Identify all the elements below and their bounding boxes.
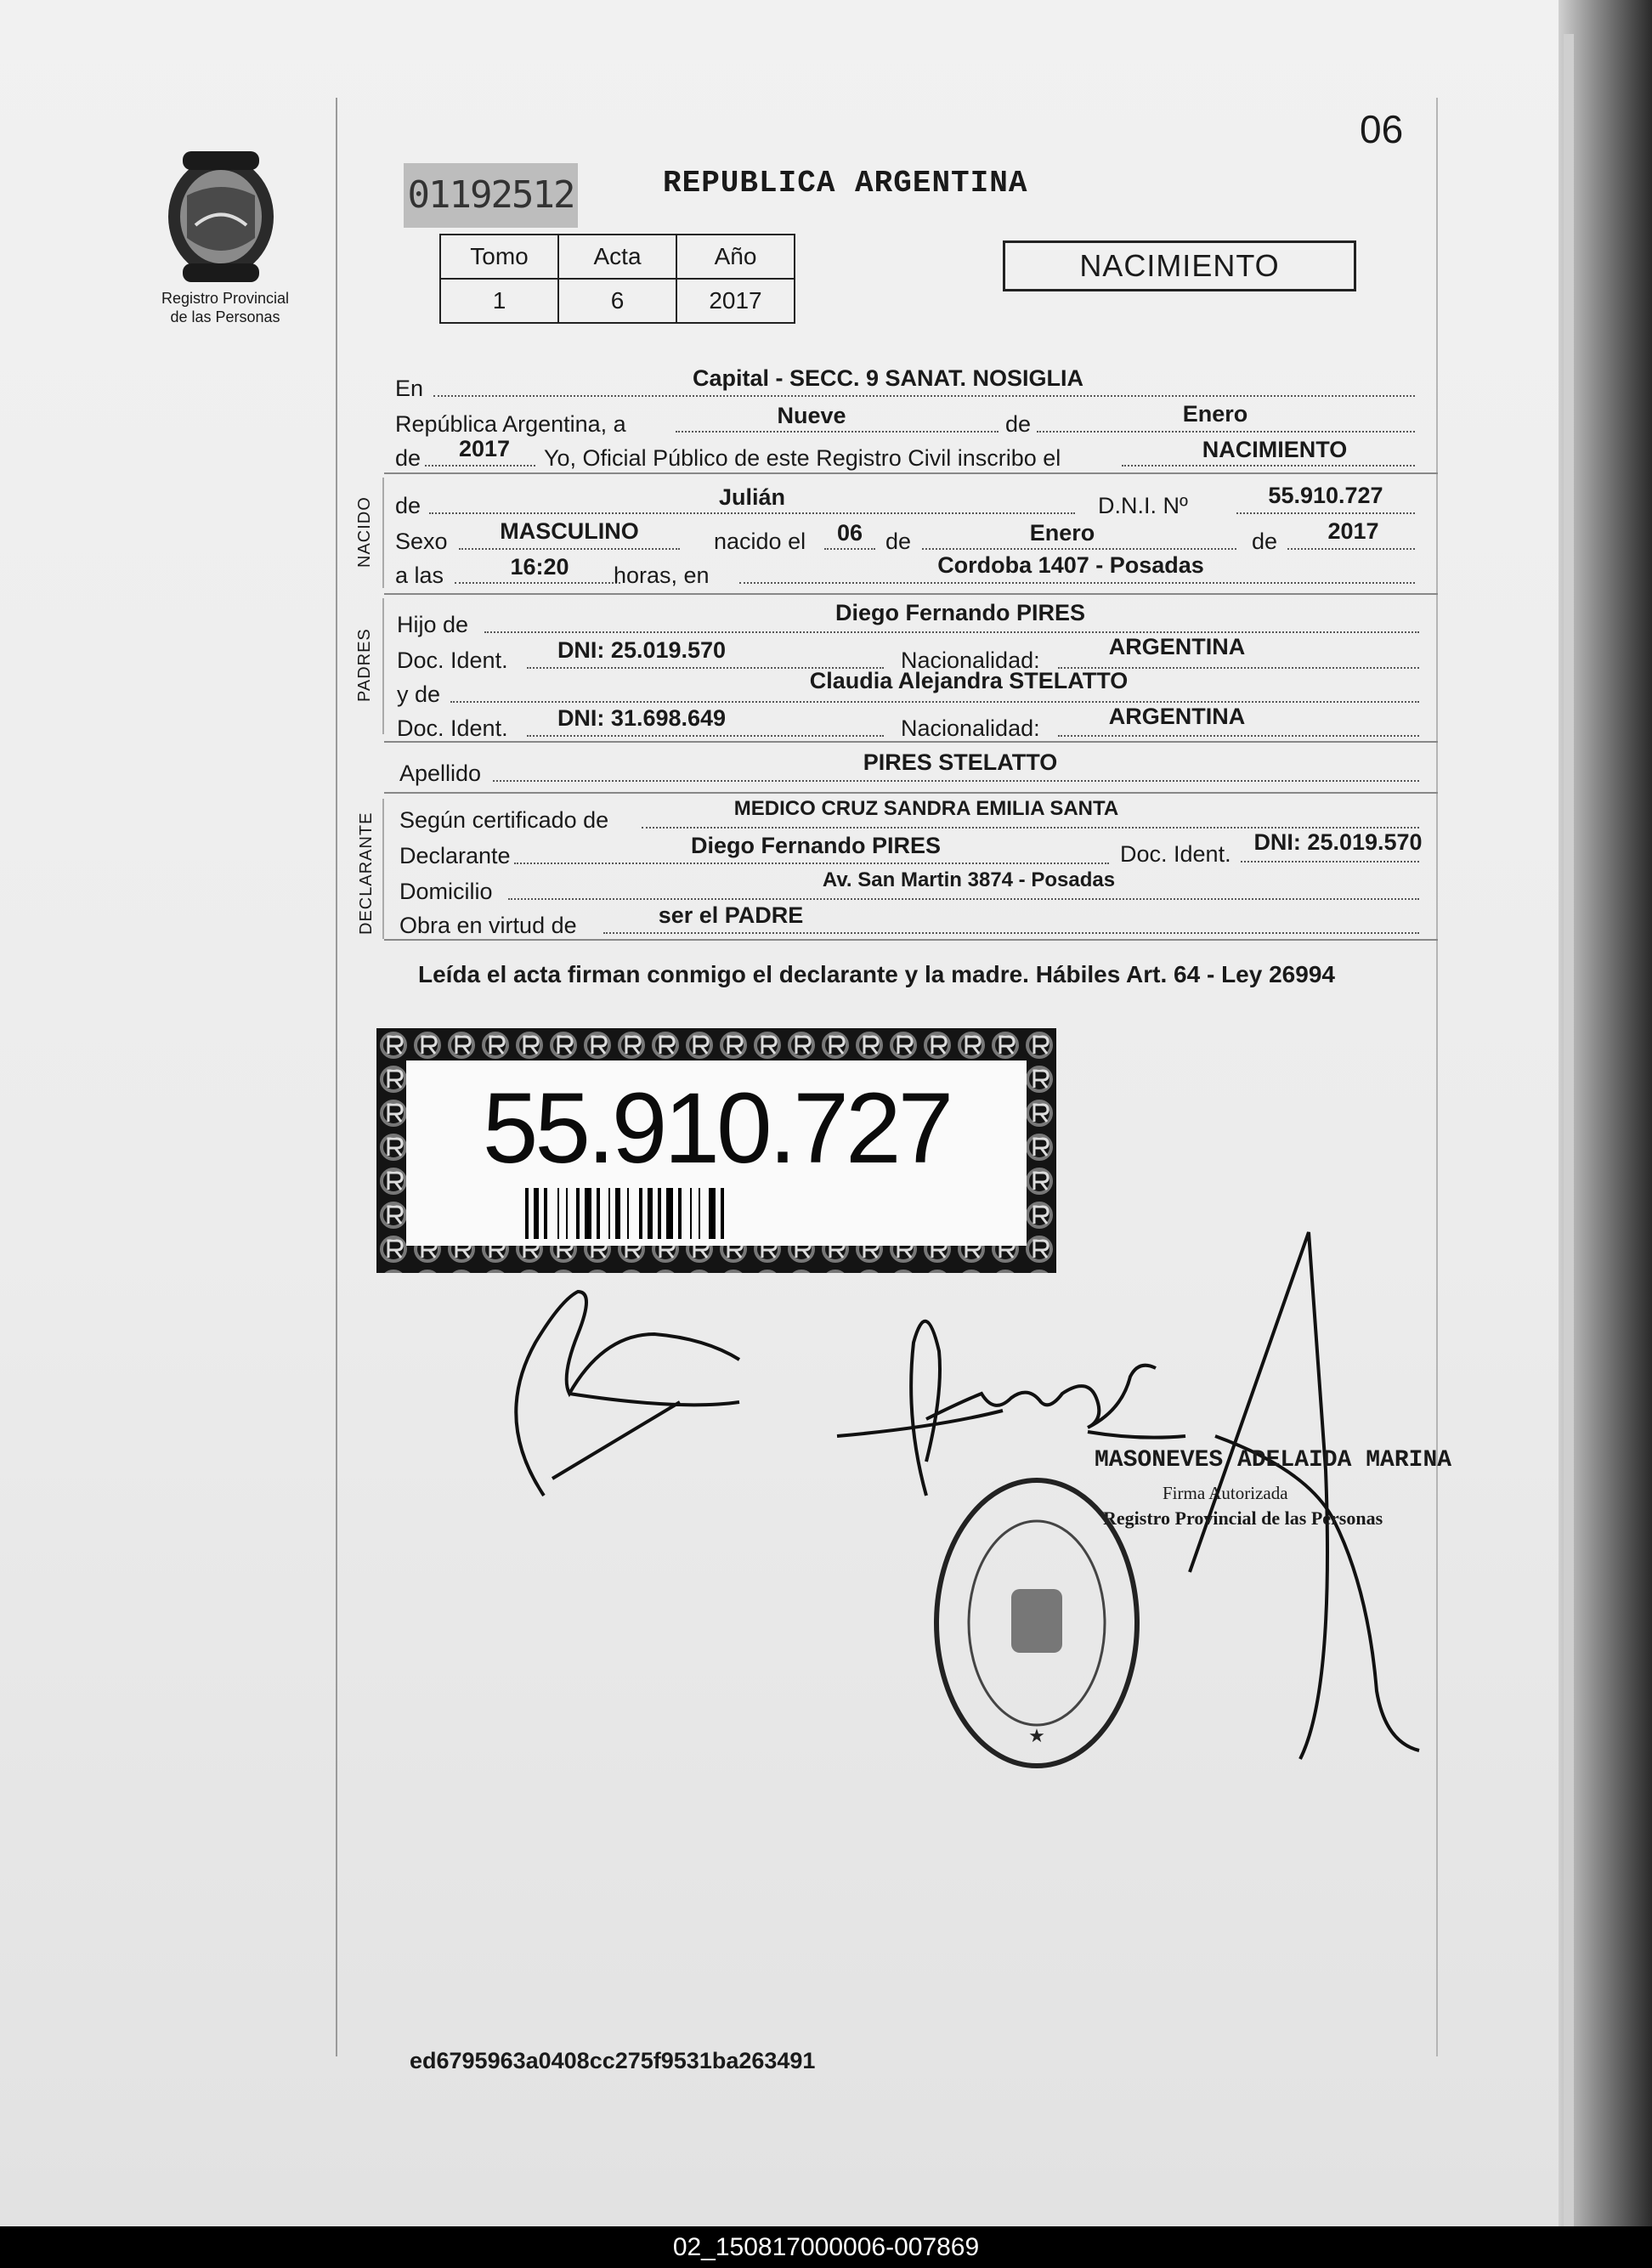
- section-rule: [382, 799, 384, 939]
- nacionalidad-label: Nacionalidad:: [901, 715, 1040, 741]
- madre-doc: DNI: 31.698.649: [557, 705, 727, 731]
- dotted-line: [493, 780, 1419, 782]
- declarante-nombre: Diego Fernando PIRES: [690, 833, 942, 858]
- anio-value: 2017: [676, 279, 795, 323]
- nacionalidad-label: Nacionalidad:: [901, 648, 1040, 673]
- barcode-bar: [678, 1188, 682, 1239]
- barcode-bar: [525, 1188, 529, 1239]
- declarante-section-label: DECLARANTE: [357, 812, 376, 935]
- oficial-text: Yo, Oficial Público de este Registro Civil inscribo el: [544, 445, 1061, 471]
- page-number: 06: [1360, 107, 1404, 151]
- official-office: Registro Provincial de las Personas: [1103, 1507, 1383, 1529]
- tag-dni-number: 55.910.727: [482, 1072, 951, 1185]
- dotted-line: [1241, 861, 1419, 863]
- official-name: MASONEVES ADELAIDA MARINA: [1095, 1447, 1452, 1473]
- de-label: de: [395, 493, 421, 518]
- registry-seal-icon: [926, 1462, 1147, 1776]
- nacido-mes: Enero: [1029, 520, 1095, 546]
- padre-doc: DNI: 25.019.570: [557, 637, 727, 663]
- dotted-line: [1058, 735, 1419, 737]
- nacido-dni: 55.910.727: [1268, 483, 1383, 508]
- dotted-line: [642, 827, 1419, 829]
- apellido-label: Apellido: [399, 761, 482, 786]
- barcode-bar: [627, 1188, 629, 1239]
- dotted-line: [425, 465, 535, 467]
- obra-label: Obra en virtud de: [399, 913, 577, 938]
- lugar-inscripcion: Capital - SECC. 9 SANAT. NOSIGLIA: [692, 365, 1084, 391]
- dotted-line: [1122, 465, 1415, 467]
- certificado-label: Según certificado de: [399, 807, 609, 833]
- nacido-anio: 2017: [1327, 518, 1379, 544]
- nacido-hora: 16:20: [510, 554, 569, 580]
- padres-section-label: PADRES: [355, 628, 374, 702]
- barcode-bar: [658, 1188, 661, 1239]
- document-type-box: NACIMIENTO: [1003, 240, 1356, 291]
- tag-label: [406, 1060, 1027, 1246]
- province-crest-icon: [157, 144, 285, 285]
- dotted-line: [824, 548, 875, 550]
- dotted-line: [922, 548, 1236, 550]
- barcode-bar: [721, 1188, 724, 1239]
- page-edge: [1564, 34, 1574, 2226]
- barcode-bar: [699, 1188, 700, 1239]
- y-de-label: y de: [397, 682, 441, 707]
- de-label: de: [885, 529, 912, 554]
- acta-dia: Nueve: [777, 403, 846, 428]
- dotted-line: [455, 582, 620, 584]
- nacido-dia: 06: [836, 520, 863, 546]
- de-label: de: [395, 445, 421, 471]
- dotted-line: [1287, 548, 1415, 550]
- barcode-bar: [615, 1188, 620, 1239]
- tomo-header: Tomo: [440, 235, 558, 279]
- registry-caption: [127, 289, 323, 326]
- doc-ident-label: Doc. Ident.: [1120, 841, 1231, 867]
- nacido-el-label: nacido el: [714, 529, 806, 554]
- barcode-bar: [648, 1188, 653, 1239]
- sexo-label: Sexo: [395, 529, 448, 554]
- barcode-icon: [525, 1188, 933, 1239]
- acta-value: 6: [558, 279, 676, 323]
- document-hash: ed6795963a0408cc275f9531ba263491: [410, 2048, 816, 2073]
- doc-ident-label: Doc. Ident.: [397, 715, 508, 741]
- left-margin-rule: [336, 98, 337, 2056]
- dotted-line: [676, 431, 999, 433]
- dotted-line: [450, 701, 1419, 703]
- serial-number: 01192512: [404, 163, 578, 228]
- dotted-line: [527, 735, 884, 737]
- dotted-line: [429, 512, 1075, 514]
- dotted-line: [514, 863, 1109, 864]
- anio-header: Año: [676, 235, 795, 279]
- right-margin-rule: [1436, 98, 1438, 2056]
- registry-caption-line1: Registro Provincial: [161, 290, 290, 307]
- section-divider: [384, 792, 1438, 794]
- acta-tipo: NACIMIENTO: [1202, 437, 1348, 462]
- hijo-de-label: Hijo de: [397, 612, 469, 637]
- document-id-bar: 02_150817000006-007869: [0, 2226, 1652, 2268]
- section-rule: [382, 598, 384, 734]
- dotted-line: [603, 932, 1419, 934]
- dni-label: D.N.I. Nº: [1098, 493, 1188, 518]
- barcode-bar: [597, 1188, 600, 1239]
- doc-ident-label: Doc. Ident.: [397, 648, 508, 673]
- barcode-bar: [666, 1188, 673, 1239]
- horas-en-label: horas, en: [614, 563, 710, 588]
- barcode-bar: [608, 1188, 610, 1239]
- dotted-line: [484, 631, 1419, 633]
- section-divider: [384, 939, 1438, 941]
- barcode-bar: [690, 1188, 692, 1239]
- barcode-bar: [544, 1188, 547, 1239]
- declarante-label: Declarante: [399, 843, 511, 868]
- tomo-value: 1: [440, 279, 558, 323]
- id-tag: [376, 1028, 1056, 1273]
- barcode-bar: [557, 1188, 559, 1239]
- madre-nombre: Claudia Alejandra STELATTO: [809, 668, 1129, 693]
- dotted-line: [1037, 431, 1415, 433]
- padre-nombre: Diego Fernando PIRES: [834, 600, 1086, 625]
- domicilio-value: Av. San Martin 3874 - Posadas: [822, 868, 1116, 891]
- dotted-line: [459, 548, 680, 550]
- declarante-signature-icon: [484, 1266, 773, 1521]
- registry-caption-line2: de las Personas: [170, 308, 280, 325]
- leida-statement: Leída el acta firman conmigo el declarante y la madre. Hábiles Art. 64 - Ley 26994: [418, 961, 1335, 987]
- nacido-lugar: Cordoba 1407 - Posadas: [937, 552, 1204, 578]
- barcode-bar: [585, 1188, 591, 1239]
- section-divider: [384, 593, 1438, 595]
- obra-value: ser el PADRE: [658, 902, 804, 928]
- a-las-label: a las: [395, 563, 444, 588]
- nacido-sexo: MASCULINO: [500, 518, 639, 544]
- republica-label: República Argentina, a: [395, 411, 626, 437]
- dotted-line: [1236, 512, 1415, 514]
- acta-anio: 2017: [458, 436, 511, 461]
- barcode-bar: [576, 1188, 580, 1239]
- madre-nacionalidad: ARGENTINA: [1108, 704, 1246, 729]
- country-title: REPUBLICA ARGENTINA: [663, 166, 1028, 201]
- barcode-bar: [709, 1188, 716, 1239]
- barcode-bar: [639, 1188, 642, 1239]
- certificado-value: MEDICO CRUZ SANDRA EMILIA SANTA: [733, 797, 1119, 820]
- section-rule: [382, 478, 384, 588]
- de-label: de: [1252, 529, 1278, 554]
- nacido-nombre: Julián: [718, 484, 786, 510]
- nacido-section-label: NACIDO: [355, 496, 374, 568]
- acta-mes: Enero: [1182, 401, 1248, 427]
- section-divider: [384, 741, 1438, 743]
- section-divider: [384, 472, 1438, 474]
- barcode-bar: [566, 1188, 568, 1239]
- svg-text:★: ★: [1028, 1725, 1045, 1746]
- de-label: de: [1005, 411, 1032, 437]
- barcode-bar: [534, 1188, 539, 1239]
- official-role: Firma Autorizada: [1163, 1483, 1288, 1503]
- dotted-line: [433, 395, 1415, 397]
- acta-header: Acta: [558, 235, 676, 279]
- registry-table: [439, 234, 795, 324]
- apellido-value: PIRES STELATTO: [863, 749, 1058, 775]
- dotted-line: [739, 582, 1415, 584]
- en-label: En: [395, 376, 424, 401]
- domicilio-label: Domicilio: [399, 879, 493, 904]
- declarante-doc: DNI: 25.019.570: [1253, 829, 1423, 855]
- dotted-line: [508, 898, 1419, 900]
- padre-nacionalidad: ARGENTINA: [1108, 634, 1246, 659]
